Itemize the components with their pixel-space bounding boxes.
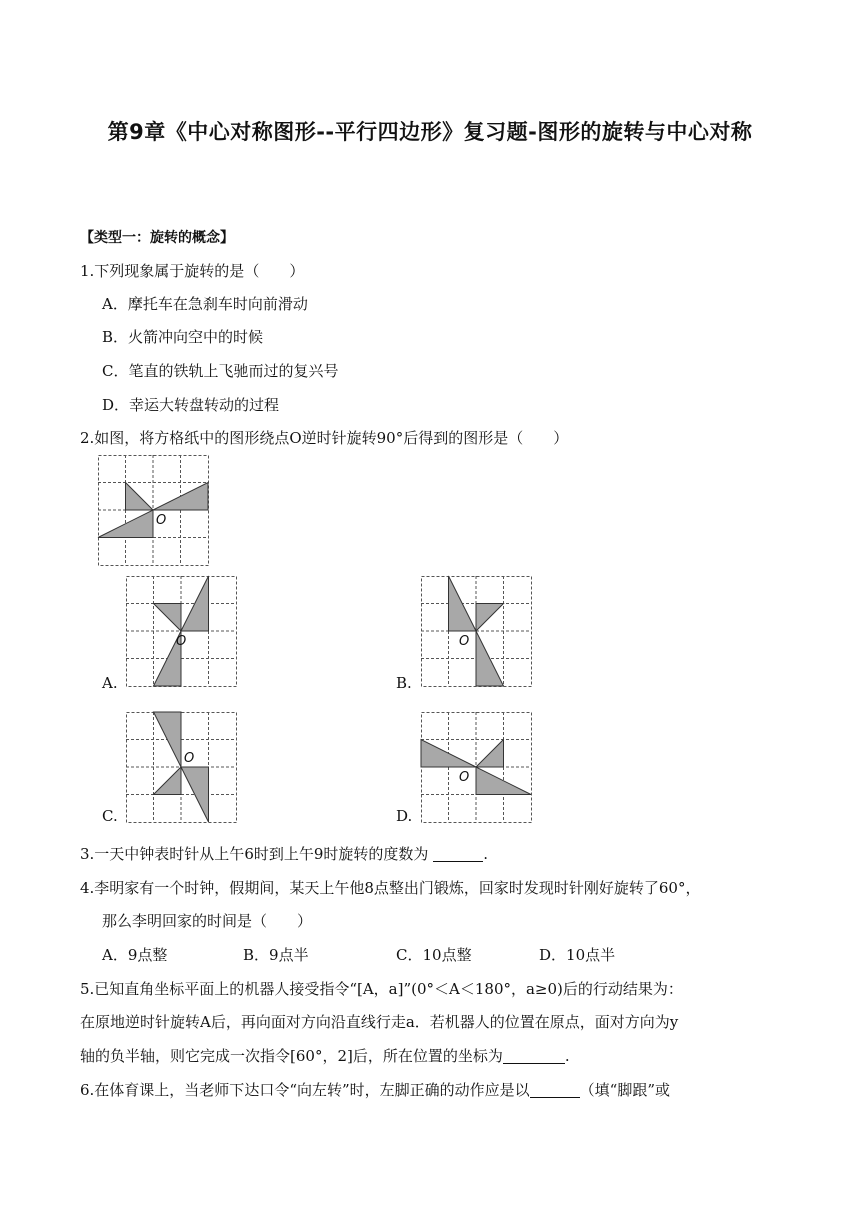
point-o-label: O bbox=[176, 634, 187, 649]
q5-answer-blank[interactable] bbox=[503, 1047, 565, 1064]
q2-option-d-label: D. bbox=[396, 807, 413, 825]
q2-original-figure bbox=[98, 455, 210, 567]
q1-option-a: A．摩托车在急刹车时向前滑动 bbox=[102, 295, 308, 313]
q2-option-b-label: B. bbox=[396, 674, 412, 692]
q3-answer-blank[interactable] bbox=[433, 845, 483, 862]
point-o-label: O bbox=[459, 770, 470, 785]
q4-option-c: C．10点整 bbox=[396, 946, 472, 964]
q2-option-b-figure bbox=[421, 576, 533, 688]
q4-option-b: B．9点半 bbox=[243, 946, 309, 964]
q4-option-d: D．10点半 bbox=[539, 946, 616, 964]
point-o-label: O bbox=[459, 634, 470, 649]
page-title: 第9章《中心对称图形--平行四边形》复习题-图形的旋转与中心对称 bbox=[107, 120, 753, 144]
q5-period: . bbox=[564, 1047, 570, 1065]
q6-line bbox=[80, 1080, 670, 1100]
q2-option-a-figure bbox=[126, 576, 238, 688]
point-o-label: O bbox=[184, 751, 195, 766]
q2-option-a-label: A. bbox=[102, 674, 118, 692]
q2-option-c-label: C. bbox=[102, 807, 118, 825]
q3-text: 3.一天中钟表时针从上午6时到上午9时旋转的度数为 bbox=[80, 845, 429, 863]
q2-option-d-figure bbox=[421, 712, 533, 824]
q3-period: . bbox=[483, 845, 488, 863]
q1-option-d: D．幸运大转盘转动的过程 bbox=[102, 396, 280, 414]
q5-line2: 在原地逆时针旋转A后，再向面对方向沿直线行走a．若机器人的位置在原点，面对方向为y bbox=[80, 1013, 679, 1031]
q3-line bbox=[80, 844, 488, 864]
q5-line1: 5.已知直角坐标平面上的机器人接受指令“[A，a]”(0°＜A＜180°，a≥0)后的行动结果为： bbox=[80, 980, 683, 998]
q5-line3 bbox=[80, 1046, 570, 1066]
q1-option-b: B．火箭冲向空中的时候 bbox=[102, 328, 264, 346]
q4-line1: 4.李明家有一个时钟，假期间，某天上午他8点整出门锻炼，回家时发现时针刚好旋转了60°， bbox=[80, 879, 701, 897]
q2-option-c-figure bbox=[126, 712, 238, 824]
q6-text: 6.在体育课上，当老师下达口令“向左转”时，左脚正确的动作应是以 bbox=[80, 1081, 530, 1099]
q2-stem: 2.如图，将方格纸中的图形绕点O逆时针旋转90°后得到的图形是（ ） bbox=[80, 429, 569, 447]
q4-line2: 那么李明回家的时间是（ ） bbox=[102, 912, 313, 930]
q6-answer-blank[interactable] bbox=[530, 1081, 580, 1098]
q4-option-a: A．9点整 bbox=[102, 946, 168, 964]
q6-text-after: （填“脚跟”或 bbox=[579, 1081, 670, 1099]
q5-line3-text: 轴的负半轴，则它完成一次指令[60°，2]后，所在位置的坐标为 bbox=[80, 1047, 503, 1065]
q1-option-c: C．笔直的铁轨上飞驰而过的复兴号 bbox=[102, 362, 339, 380]
q1-stem: 1.下列现象属于旋转的是（ ） bbox=[80, 262, 305, 280]
section-heading: 【类型一：旋转的概念】 bbox=[80, 230, 234, 246]
point-o-label: O bbox=[156, 513, 167, 528]
